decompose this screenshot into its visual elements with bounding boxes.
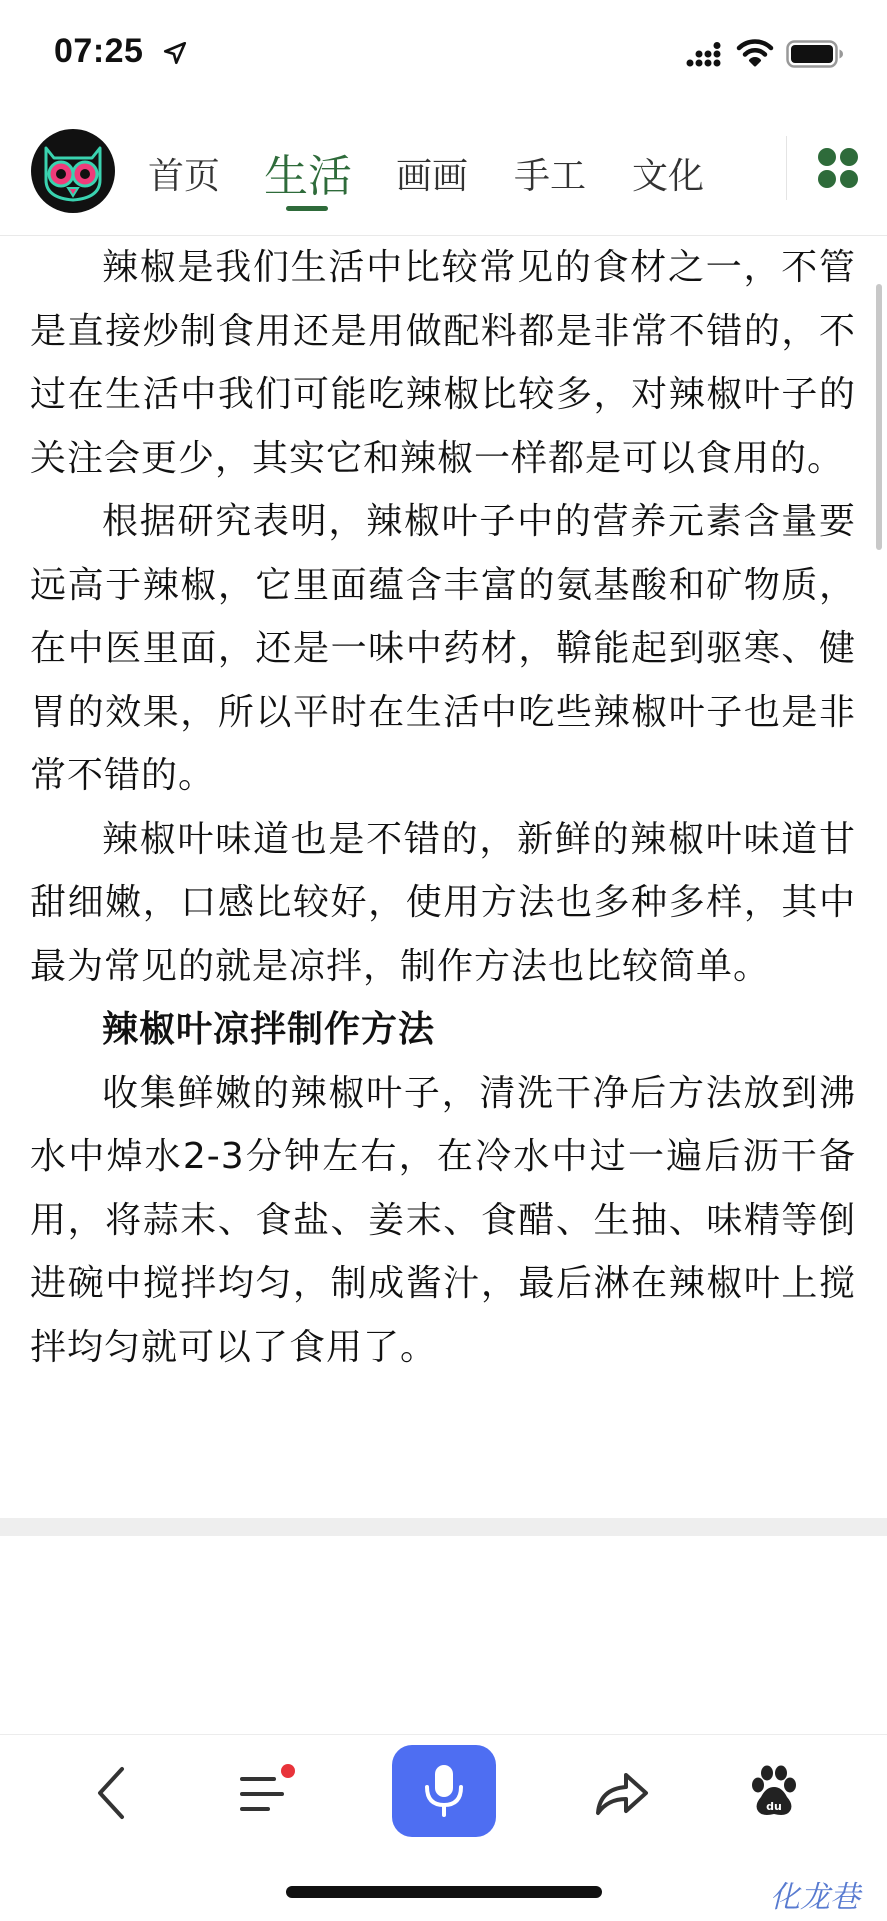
tab-culture[interactable]: 文化 (632, 156, 705, 197)
share-arrow-icon (592, 1765, 652, 1821)
status-time: 07:25 (54, 32, 144, 70)
tab-life[interactable]: 生活 (264, 151, 352, 202)
back-button[interactable] (80, 1761, 144, 1825)
four-dots-grid-icon[interactable] (816, 146, 860, 190)
status-bar (0, 0, 887, 110)
battery-icon (786, 40, 844, 68)
nav-divider (786, 136, 787, 200)
menu-lines-icon (232, 1761, 304, 1825)
article-paragraph: 辣椒叶味道也是不错的，新鲜的辣椒叶味道甘甜细嫩，口感比较好，使用方法也多种多样，其中最为常见的就是凉拌，制作方法也比较简单。 (30, 818, 856, 987)
voice-search-button[interactable] (392, 1745, 496, 1837)
baidu-paw-icon (748, 1763, 800, 1819)
article-paragraph: 收集鲜嫩的辣椒叶子，清洗干净后方法放到沸水中焯水2-3分钟左右，在冷水中过一遍后沥干备用，将蒜末、食盐、姜末、食醋、生抽、味精等倒进碗中搅拌均匀，制成酱汁，最后淋在辣椒叶上搅拌均匀就可以了食用了。 (30, 1072, 856, 1368)
baidu-button[interactable] (744, 1759, 804, 1823)
top-nav (0, 120, 887, 236)
tab-handcraft[interactable]: 手工 (514, 156, 587, 197)
cellular-signal-icon (686, 42, 722, 68)
microphone-icon (420, 1761, 468, 1821)
home-indicator[interactable] (286, 1886, 602, 1898)
section-divider (0, 1518, 887, 1536)
active-tab-underline (286, 206, 328, 211)
article-body (30, 236, 856, 1518)
wifi-icon (736, 38, 774, 68)
article-paragraph: 根据研究表明，辣椒叶子中的营养元素含量要远高于辣椒，它里面蕴含丰富的氨基酸和矿物质，在中医里面，还是一味中药材，鞥能起到驱寒、健胃的效果，所以平时在生活中吃些辣椒叶子也是非常不错的。 (30, 501, 856, 796)
share-button[interactable] (590, 1761, 654, 1825)
watermark: 化龙巷 (770, 1880, 860, 1915)
owl-logo-icon[interactable] (30, 128, 116, 214)
menu-button[interactable] (232, 1761, 304, 1825)
tab-home[interactable]: 首页 (148, 156, 221, 197)
section-heading: 辣椒叶凉拌制作方法 (102, 1009, 436, 1050)
svg-text:du: du (766, 1800, 782, 1813)
chevron-left-icon (92, 1765, 132, 1821)
article-paragraph: 辣椒是我们生活中比较常见的食材之一，不管是直接炒制食用还是用做配料都是非常不错的，不过在生活中我们可能吃辣椒比较多，对辣椒叶子的关注会更少，其实它和辣椒一样都是可以食用的。 (30, 247, 856, 479)
scrollbar[interactable] (876, 284, 882, 550)
location-arrow-icon (162, 40, 188, 66)
tab-painting[interactable]: 画画 (396, 156, 469, 197)
